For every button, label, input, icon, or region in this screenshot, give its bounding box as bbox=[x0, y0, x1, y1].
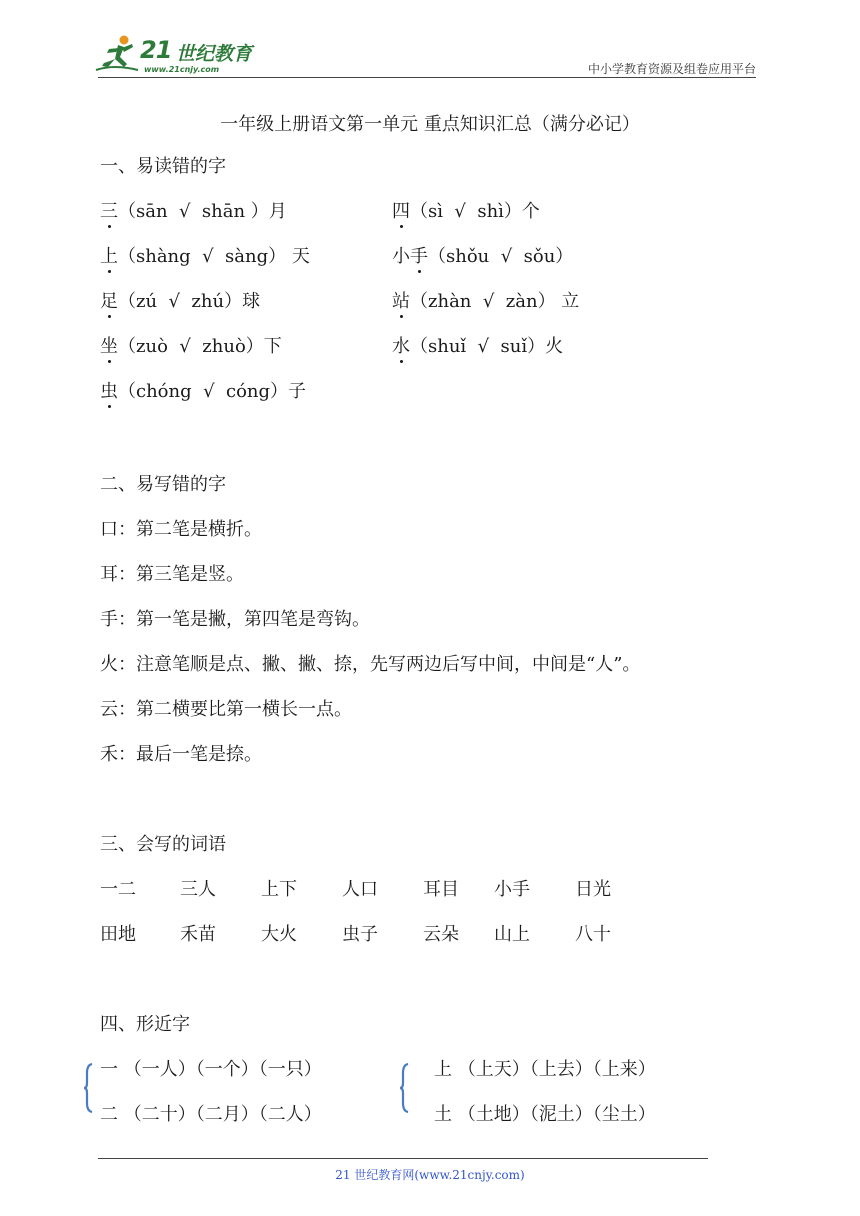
section-heading: 二、易写错的字 bbox=[100, 474, 226, 495]
header-tagline: 中小学教育资源及组卷应用平台 bbox=[587, 62, 756, 76]
vocab-word: 云朵 bbox=[423, 924, 459, 945]
page-header bbox=[0, 0, 860, 80]
stroke-rule-item: 耳：第三笔是竖。 bbox=[100, 564, 244, 585]
emphasized-char: 坐 bbox=[100, 332, 118, 358]
vocab-word: 田地 bbox=[100, 924, 136, 945]
stroke-rule-item: 禾：最后一笔是捺。 bbox=[100, 744, 262, 765]
stroke-rule-item: 火：注意笔顺是点、撇、撇、捺，先写两边后写中间，中间是“人”。 bbox=[100, 654, 641, 675]
site-logo bbox=[94, 34, 264, 78]
pinyin-item bbox=[100, 242, 310, 268]
logo-url: www.21cnjy.com bbox=[144, 65, 220, 74]
emphasized-char: 站 bbox=[392, 287, 410, 313]
stroke-rule-item: 手：第一笔是撇，第四笔是弯钩。 bbox=[100, 609, 370, 630]
vocab-word: 虫子 bbox=[342, 924, 378, 945]
pinyin-options: （shuǐ √ suǐ）火 bbox=[410, 336, 564, 357]
pinyin-options: （zhàn √ zàn） 立 bbox=[410, 291, 580, 312]
vocab-word: 人口 bbox=[342, 879, 378, 900]
vocab-word: 三人 bbox=[180, 879, 216, 900]
section-heading: 三、会写的词语 bbox=[100, 834, 226, 855]
vocab-word: 日光 bbox=[575, 879, 611, 900]
vocab-word: 一二 bbox=[100, 879, 136, 900]
pinyin-options: （zuò √ zhuò）下 bbox=[118, 336, 282, 357]
pinyin-options: （shàng √ sàng） 天 bbox=[118, 246, 310, 267]
left-brace-icon bbox=[84, 1063, 94, 1113]
vocab-word: 小手 bbox=[494, 879, 530, 900]
pinyin-options: （zú √ zhú）球 bbox=[118, 291, 261, 312]
emphasized-char: 虫 bbox=[100, 377, 118, 403]
emphasized-char: 手 bbox=[410, 242, 428, 268]
vocab-word: 上下 bbox=[261, 879, 297, 900]
pinyin-options: （sì √ shì）个 bbox=[410, 201, 540, 222]
pinyin-item bbox=[100, 287, 260, 313]
footer-text: 21 世纪教育网(www.21cnjy.com) bbox=[335, 1168, 525, 1182]
vocab-word: 耳目 bbox=[423, 879, 459, 900]
similar-char-group: 上 （上天）（上去）（上来） bbox=[434, 1059, 656, 1080]
pinyin-item bbox=[392, 242, 573, 268]
vocab-word: 八十 bbox=[575, 924, 611, 945]
footer-divider bbox=[98, 1158, 708, 1159]
similar-char-group: 土 （土地）（泥土）（尘土） bbox=[434, 1104, 656, 1125]
pinyin-item bbox=[392, 287, 579, 313]
pinyin-item bbox=[100, 332, 282, 358]
prefix-char: 小 bbox=[392, 246, 410, 267]
similar-char-group: 二 （二十）（二月）（二人） bbox=[100, 1104, 322, 1125]
vocab-word: 大火 bbox=[261, 924, 297, 945]
vocab-word: 山上 bbox=[494, 924, 530, 945]
left-brace-icon bbox=[400, 1063, 410, 1113]
similar-char-group: 一 （一人）（一个）（一只） bbox=[100, 1059, 322, 1080]
runner-logo-icon bbox=[94, 34, 142, 74]
emphasized-char: 足 bbox=[100, 287, 118, 313]
pinyin-options: （chóng √ cóng）子 bbox=[118, 381, 307, 402]
emphasized-char: 上 bbox=[100, 242, 118, 268]
pinyin-options: （sān √ shān ）月 bbox=[118, 201, 287, 222]
pinyin-options: （shǒu √ sǒu） bbox=[428, 246, 574, 267]
pinyin-item bbox=[100, 377, 306, 403]
section-heading: 四、形近字 bbox=[100, 1014, 190, 1035]
logo-number: 21 bbox=[140, 36, 172, 64]
emphasized-char: 四 bbox=[392, 197, 410, 223]
header-divider bbox=[98, 77, 756, 78]
emphasized-char: 三 bbox=[100, 197, 118, 223]
logo-text: 世纪教育 bbox=[176, 43, 253, 65]
pinyin-item bbox=[100, 197, 287, 223]
emphasized-char: 水 bbox=[392, 332, 410, 358]
pinyin-item bbox=[392, 332, 563, 358]
stroke-rule-item: 云：第二横要比第一横长一点。 bbox=[100, 699, 352, 720]
section-heading: 一、易读错的字 bbox=[100, 156, 226, 177]
pinyin-item bbox=[392, 197, 540, 223]
document-title: 一年级上册语文第一单元 重点知识汇总（满分必记） bbox=[220, 114, 640, 135]
vocab-word: 禾苗 bbox=[180, 924, 216, 945]
stroke-rule-item: 口：第二笔是横折。 bbox=[100, 519, 262, 540]
